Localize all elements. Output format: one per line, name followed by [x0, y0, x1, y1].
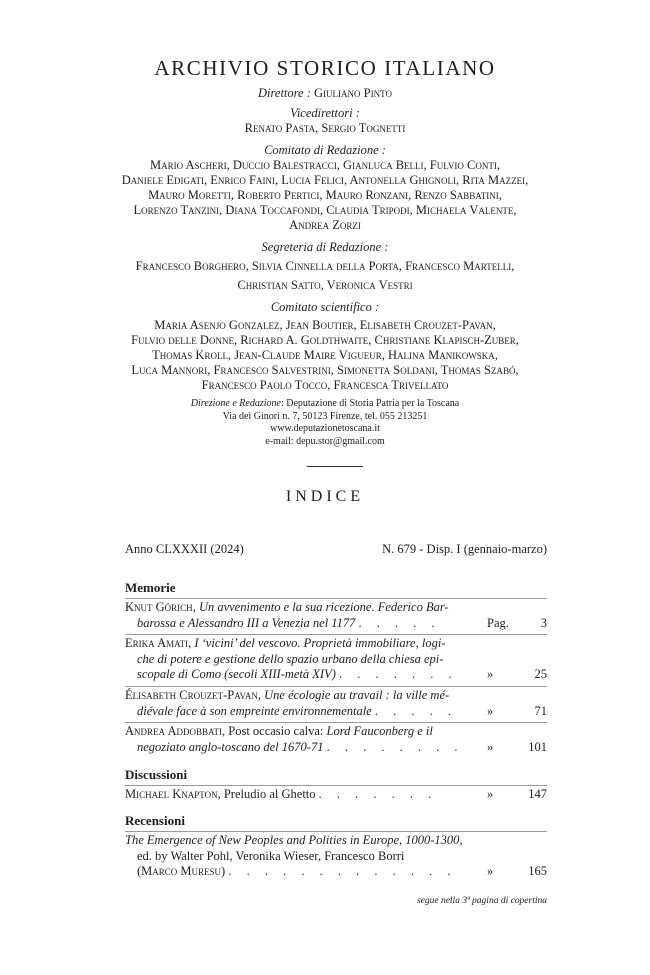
contact-info	[0, 398, 650, 448]
section-title-memorie: Memorie	[125, 580, 176, 595]
page-reference	[487, 787, 547, 803]
entry-title: diévale face à son empreinte environnementale	[137, 703, 372, 718]
entry-author: Knut Görich	[125, 600, 193, 614]
page-prefix: »	[487, 739, 494, 754]
editorial-board-line: Mario Ascheri, Duccio Balestracci, Gianluca Belli, Fulvio Conti,	[149, 158, 500, 172]
entry-author: Andrea Addobbati	[125, 724, 222, 738]
editorial-board	[0, 143, 650, 233]
section-title-recensioni: Recensioni	[125, 813, 185, 828]
section-rule	[125, 598, 547, 599]
scientific-committee-line: Thomas Kroll, Jean-Claude Maire Vigueur, Halina Manikowska,	[152, 348, 498, 362]
toc-entry[interactable]: Andrea Addobbati, Post occasio calva: Lord Fauconberg e il negoziato anglo-toscano del 1670-71 . . . . . . . . » 101	[125, 724, 547, 754]
issue-line	[125, 542, 547, 557]
contact-org: : Deputazione di Storia Patria per la Toscana	[280, 398, 460, 409]
editorial-board-line: Daniele Edigati, Enrico Faini, Lucia Felici, Antonella Ghignoli, Rita Mazzei,	[121, 173, 529, 187]
page-reference	[487, 616, 547, 632]
entry-editors: ed. by Walter Pohl, Veronika Wieser, Francesco Borri	[137, 848, 405, 863]
entry-title: I ‘vicini’ del vescovo. Proprietà immobiliare, logi-	[194, 636, 446, 650]
secretariat-line: Christian Satto, Veronica Vestri	[237, 278, 413, 292]
secretariat-line: Francesco Borghero, Silvia Cinnella della Porta, Francesco Martelli,	[135, 259, 515, 273]
entry-title: Une écologie au travail : la ville mé-	[264, 688, 450, 702]
leader-dots: . . . . . . .	[318, 787, 438, 801]
page-prefix: »	[487, 787, 494, 801]
leader-dots: . . . . . . .	[339, 667, 458, 681]
leader-dots: . . . . . . . .	[326, 739, 464, 754]
contact-label: Direzione e Redazione	[190, 398, 281, 409]
vice-directors	[0, 106, 650, 136]
divider	[307, 466, 363, 467]
section-rule	[125, 831, 547, 832]
toc-entry[interactable]: Élisabeth Crouzet-Pavan, Une écologie au travail : la ville mé- diévale face à son empreinte environnementale . . . . . » 71	[125, 688, 547, 718]
contact-website[interactable]: www.deputazionetoscana.it	[270, 423, 380, 434]
vice-directors-names: Renato Pasta, Sergio Tognetti	[244, 121, 406, 135]
page-reference	[487, 740, 547, 756]
entry-title-plain: Post occasio calva:	[228, 724, 324, 738]
leader-dots: . . . . .	[358, 615, 441, 630]
vice-directors-role: Vicedirettori :	[290, 106, 360, 120]
leader-dots: . . . . . . . . . . . . .	[228, 864, 457, 878]
page-prefix: Pag.	[487, 615, 509, 630]
entry-title: Lord Fauconberg e il	[326, 724, 433, 738]
editorial-board-line: Mauro Moretti, Roberto Pertici, Mauro Ronzani, Renzo Sabbatini,	[148, 188, 502, 202]
entry-author: Élisabeth Crouzet-Pavan	[125, 688, 258, 702]
entry-rule	[125, 722, 547, 723]
scientific-committee-line: Maria Asenjo Gonzalez, Jean Boutier, Elisabeth Crouzet-Pavan,	[154, 318, 496, 332]
scientific-committee-role: Comitato scientifico :	[270, 300, 380, 314]
page-prefix: »	[487, 864, 494, 878]
issue-number: N. 679 - Disp. I (gennaio-marzo)	[382, 542, 547, 556]
page-number: 101	[528, 739, 547, 754]
index-title: INDICE	[285, 488, 365, 505]
page-reference	[487, 864, 547, 880]
secretariat	[0, 240, 650, 293]
scientific-committee-line: Fulvio delle Donne, Richard A. Goldthwaite, Christiane Klapisch-Zuber,	[131, 333, 519, 347]
page-prefix: »	[487, 703, 494, 718]
toc-entry[interactable]: Knut Görich, Un avvenimento e la sua ricezione. Federico Bar- barossa e Alessandro III a Venezia nel 1177 . . . . . Pag. 3	[125, 600, 547, 630]
page-reference	[487, 704, 547, 720]
contact-address: Via dei Ginori n. 7, 50123 Firenze, tel. 055 213251	[222, 410, 428, 422]
page-number: 165	[528, 864, 547, 878]
toc-entry[interactable]: Michael Knapton, Preludio al Ghetto . . . . . . . » 147	[125, 787, 547, 801]
page-number: 25	[534, 667, 547, 681]
section-rule	[125, 785, 547, 786]
toc-entry[interactable]	[125, 833, 547, 880]
entry-title: negoziato anglo-toscano del 1670-71	[137, 739, 324, 754]
entry-author: Erika Amati	[125, 636, 189, 650]
director-name: Giuliano Pinto	[314, 86, 392, 100]
entry-title: Un avvenimento e la sua ricezione. Federico Bar-	[198, 600, 449, 614]
secretariat-role: Segreteria di Redazione :	[261, 240, 389, 254]
page-number: 71	[534, 703, 547, 718]
page-number: 3	[540, 615, 547, 630]
director-role: Direttore	[258, 86, 304, 100]
leader-dots: . . . . .	[374, 703, 458, 718]
entry-reviewer: (Marco Muresu)	[137, 864, 226, 878]
scientific-committee-line: Francesco Paolo Tocco, Francesca Trivellato	[201, 378, 449, 392]
editorial-board-role: Comitato di Redazione :	[264, 143, 386, 157]
entry-title: barossa e Alessandro III a Venezia nel 1177	[137, 615, 356, 630]
scientific-committee-line: Luca Mannori, Francesco Salvestrini, Simonetta Soldani, Thomas Szabó,	[131, 363, 519, 377]
director-line: Direttore : Giuliano Pinto	[258, 86, 392, 100]
entry-rule	[125, 686, 547, 687]
editorial-board-line: Andrea Zorzi	[289, 218, 361, 232]
section-title-discussioni: Discussioni	[125, 767, 188, 782]
entry-rule	[125, 634, 547, 635]
entry-author: Michael Knapton	[125, 787, 218, 801]
footer-note: segue nella 3ª pagina di copertina	[416, 896, 547, 906]
entry-title-plain: Preludio al Ghetto	[223, 787, 316, 801]
page-number: 147	[528, 787, 547, 801]
scientific-committee	[0, 300, 650, 393]
contact-email[interactable]: e-mail: depu.stor@gmail.com	[265, 435, 385, 447]
journal-title: ARCHIVIO STORICO ITALIANO	[154, 56, 496, 80]
entry-title: The Emergence of New Peoples and Polities in Europe, 1000-1300,	[125, 833, 463, 847]
issue-year: Anno CLXXXII (2024)	[125, 542, 244, 556]
editorial-board-line: Lorenzo Tanzini, Diana Toccafondi, Claudia Tripodi, Michaela Valente,	[133, 203, 517, 217]
entry-title: che di potere e gestione dello spazio urbano della chiesa epi-	[137, 651, 444, 666]
page-prefix: »	[487, 667, 494, 681]
entry-title: scopale di Como (secoli XIII-metà XIV)	[137, 667, 336, 681]
toc-entry[interactable]: Erika Amati, I ‘vicini’ del vescovo. Proprietà immobiliare, logi- che di potere e gestione dello spazio urbano della chiesa epi- scopale di Como (secoli XIII-metà XIV) . . . . . . . » 25	[125, 636, 547, 681]
page-reference	[487, 667, 547, 683]
